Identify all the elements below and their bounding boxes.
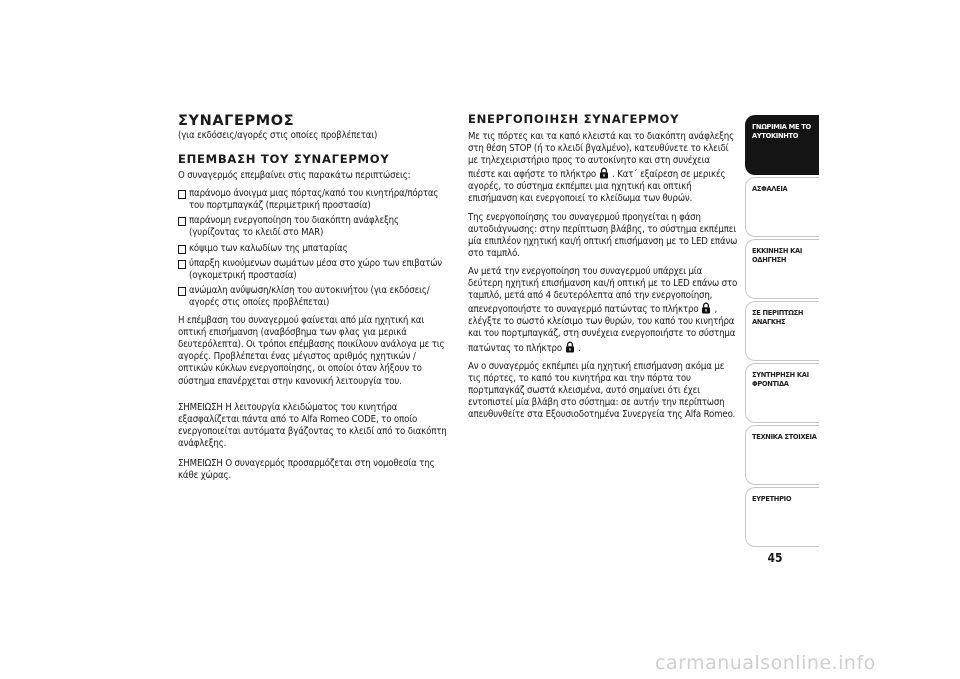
checkbox-bullet-icon [178, 260, 186, 269]
section-heading-alarm-activation: ΕΝΕΡΓΟΠΟΙΗΣΗ ΣΥΝΑΓΕΡΜΟΥ [468, 112, 680, 126]
watermark: carmanualsonline.info [655, 652, 876, 674]
page-title: ΣΥΝΑΓΕΡΜΟΣ [178, 113, 295, 129]
tab-technical-data[interactable]: ΤΕΧΝΙΚΑ ΣΤΟΙΧΕΙΑ [745, 425, 819, 485]
intro-text: Ο συναγερμός επεμβαίνει στις παρακάτω περιπτώσεις: [178, 170, 411, 182]
lock-icon [599, 167, 609, 179]
checkbox-bullet-icon [178, 287, 186, 296]
tab-index[interactable]: ΕΥΡΕΤΗΡΙΟ [745, 487, 819, 547]
intervention-paragraph: Η επέμβαση του συναγερμού φαίνεται από μία ηχητική και οπτική επισήμανση (αναβόσβημα των φλας για μερικά δευτερόλεπτα). Οι τρόποι επέμβασης ποικίλουν ανάλογα με τις αγορές. Προβλέπεται ένας μέγιστος αριθμός ηχητικών / οπτικών κύκλων ενεργοποίησης, οι οποίοι όταν λήξουν το σύστημα επανέρχεται στην κανονική λειτουργία του. [178, 315, 445, 387]
note-engine-lock: ΣΗΜΕΙΩΣΗ Η λειτουργία κλειδώματος του κινητήρα εξασφαλίζεται πάντα από το Alfa Romeo CODE, το οποίο ενεργοποιείται αυτόματα βγάζοντας το κλειδί από το διακόπτη ανάφλεξης. [178, 401, 447, 449]
list-item: κόψιμο των καλωδίων της μπαταρίας [178, 243, 450, 255]
list-item: παράνομη ενεργοποίηση του διακόπτη ανάφλεξης (γυρίζοντας το κλειδί στο MAR) [178, 215, 450, 239]
tab-getting-to-know[interactable]: ΓΝΩΡΙΜΙΑ ΜΕ ΤΟ ΑΥΤΟΚΙΝΗΤΟ [745, 115, 819, 175]
lock-icon [701, 302, 711, 314]
left-column [178, 113, 450, 488]
section-heading-alarm-intervention: ΕΠΕΜΒΑΣΗ ΤΟΥ ΣΥΝΑΓΕΡΜΟΥ [178, 152, 390, 167]
activation-paragraph-3: Αν μετά την ενεργοποίηση του συναγερμού υπάρχει μία δεύτερη ηχητική επισήμανση και/ή οπτική με το LED επάνω στο ταμπλό, μετά από 4 δευτερόλεπτα από την ενεργοποίηση, απενεργοποιήστε το συναγερμό πατώντας το πλήκτρο , ελέγξτε το σωστό κλείσιμο των θυρών, του καπό του κινητήρα και του πορτμπαγκάζ, στη συνέχεια ενεργοποιήστε το σύστημα πατώντας το πλήκτρο . [468, 265, 738, 354]
tab-safety[interactable]: ΑΣΦΑΛΕΙΑ [745, 177, 819, 237]
checkbox-bullet-icon [178, 245, 186, 254]
list-item: ύπαρξη κινούμενων σωμάτων μέσα στο χώρο των επιβατών (ογκομετρική προστασία) [178, 258, 450, 282]
page-number: 45 [767, 551, 783, 565]
list-item: παράνομο άνοιγμα μιας πόρτας/καπό του κινητήρα/πόρτας του πορτμπαγκάζ (περιμετρική προστασία) [178, 188, 450, 212]
checkbox-bullet-icon [178, 190, 186, 199]
intervention-list [178, 188, 450, 309]
tab-emergency[interactable]: ΣΕ ΠΕΡΙΠΤΩΣΗ ΑΝΑΓΚΗΣ [745, 301, 819, 361]
tab-maintenance[interactable]: ΣΥΝΤΗΡΗΣΗ ΚΑΙ ΦΡΟΝΤΙΔΑ [745, 363, 819, 423]
note-legislation: ΣΗΜΕΙΩΣΗ Ο συναγερμός προσαρμόζεται στη νομοθεσία της κάθε χώρας. [178, 457, 435, 482]
checkbox-bullet-icon [178, 217, 186, 226]
activation-paragraph-1: Με τις πόρτες και τα καπό κλειστά και το διακόπτη ανάφλεξης στη θέση STOP (ή το κλειδί βγαλμένο), κατευθύνετε το κλειδί με τηλεχειριστήριο προς το αυτοκίνητο και στη συνέχεια πιέστε και αφήστε το πλήκτρο . Κατ΄ εξαίρεση σε μερικές αγορές, το σύστημα εκπέμπει μια ηχητική και οπτική επισήμανση και ενεργοποιεί το κλείδωμα των θυρών. [468, 131, 735, 205]
right-column [468, 113, 738, 427]
activation-paragraph-4: Αν ο συναγερμός εκπέμπει μία ηχητική επισήμανση ακόμα με τις πόρτες, το καπό του κινητήρα και την πόρτα του πορτμπαγκάζ σωστά κλεισμένα, αυτό σημαίνει ότι έχει εντοπιστεί μία βλάβη στο σύστημα: σε αυτήν την περίπτωση απευθυνθείτε στα Εξουσιοδοτημένα Συνεργεία της Alfa Romeo. [468, 360, 736, 420]
tab-starting-driving[interactable]: ΕΚΚΙΝΗΣΗ ΚΑΙ ΟΔΗΓΗΣΗ [745, 239, 819, 299]
list-item: ανώμαλη ανύψωση/κλίση του αυτοκινήτου (για εκδόσεις/αγορές στις οποίες προβλέπεται) [178, 285, 450, 309]
activation-paragraph-2: Της ενεργοποίησης του συναγερμού προηγείται η φάση αυτοδιάγνωσης: στην περίπτωση βλάβης, το σύστημα εκπέμπει μία επιπλέον ηχητική και/ή οπτική επισήμανση με το LED επάνω στο ταμπλό. [468, 211, 738, 259]
page-subtitle: (για εκδόσεις/αγορές στις οποίες προβλέπεται) [178, 130, 378, 141]
chapter-tabs [745, 115, 819, 549]
lock-icon [565, 341, 575, 353]
